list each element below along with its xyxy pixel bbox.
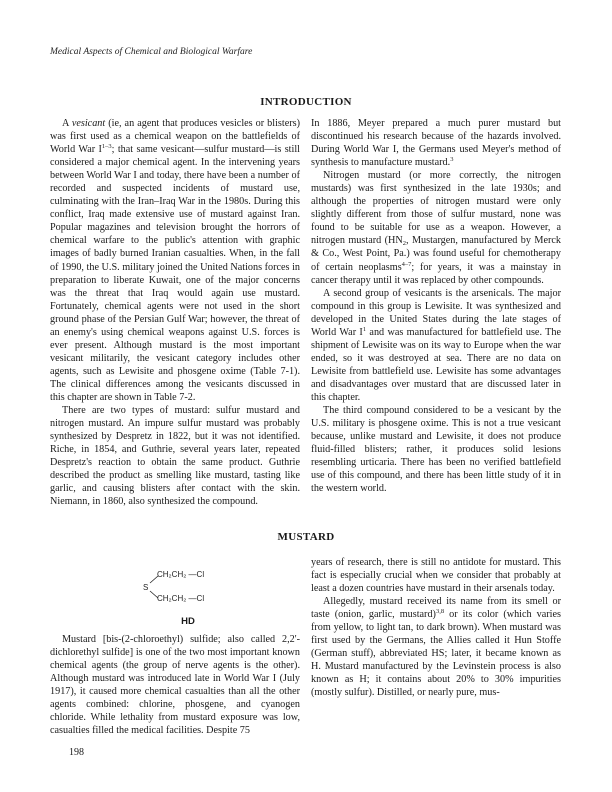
text: , Mustargen, manufactured by Merck & Co., West Point, Pa.) was found useful for chemotherapy of certain neoplasms [311, 235, 561, 273]
citation: 3,8 [435, 608, 445, 616]
intro-right-column [311, 117, 561, 495]
ethyl-chloride-arm-1: CH₂CH₂ —Cl [157, 570, 205, 579]
text: ; that same vesicant—sulfur mustard—is still considered a major chemical agent. In the intervening years between World War I and today, there have been a number of recorded and suspected incidents of mustard use, culminating with the Iran–Iraq War in the 1980s. During this conflict, Iraq made extensive use of mustard against Iran. Popular magazines and television brought the horrors of chemical warfare to the public's attention with graphic images of badly burned Iranian casualties. When, in the fall of 1990, the U.S. military joined the United Nations forces in preparation to liberate Kuwait, one of the major concerns was the threat that Iraq would again use mustard. Fortunately, chemical agents were not used in the short ground phase of the Persian Gulf War; however, the threat of an enemy's using chemical weapons against U.S. forces is ever present. Although mustard is the most important vesicant militarily, the vesicant category includes other agents, such as Lewisite and phosgene oxime (Table 7-1). The clinical differences among the vesicants discussed in this chapter are shown in Table 7-2. [50, 144, 300, 403]
mustard-paragraph-3 [311, 595, 561, 699]
text: and was manufactured for battlefield use. The shipment of Lewisite was on its way to Europe when the war ended, so it was destroyed at sea. There are no data on Lewisite from battlefield use. Lewisite has some advantages and disadvantages over mustard that are discussed later in this chapter. [311, 326, 561, 403]
term-vesicant: vesicant [71, 118, 106, 129]
citation: 3 [450, 156, 454, 164]
text: or its color (which varies from yellow, to light tan, to dark brown). When mustard was first used by the Germans, the Allies called it Hun Stoffe (German stuff), abbreviated HS; later, it became known as H. Mustard manufactured by the Levinstein process is also known as H; it contains about 20% to 30% impurities (mostly sulfur). Distilled, or nearly pure, mus- [311, 609, 561, 699]
intro-paragraph-4 [311, 169, 561, 286]
text: A [62, 118, 72, 129]
citation: 1 [362, 325, 367, 333]
citation: 1–3 [101, 143, 112, 151]
structure-label: HD [181, 616, 195, 627]
intro-left-column [50, 117, 300, 508]
ethyl-chloride-arm-2: CH₂CH₂ —Cl [157, 594, 205, 603]
page-number: 198 [69, 747, 84, 758]
intro-paragraph-2: There are two types of mustard: sulfur mustard and nitrogen mustard. An impure sulfur mustard was probably synthesized by Despretz in 1822, but it was not identified. Riche, in 1854, and Guthrie, several years later, repeated Despretz's reaction to obtain the same product. Guthrie described the product as smelling like mustard, tasting like garlic, and causing blisters after contact with the skin. Niemann, in 1860, also synthesized the compound. [50, 405, 300, 508]
text: (ie, an agent that produces vesicles or blisters) was first used as a chemical weapon on the battlefields of World War I [50, 118, 301, 156]
mustard-right-column [311, 556, 561, 700]
chemical-structure-hd [143, 568, 253, 616]
text: ; for years, it was a mainstay in cancer therapy until it was replaced by other compounds. [311, 261, 561, 286]
mustard-left-column [50, 633, 300, 737]
section-title-introduction: INTRODUCTION [260, 96, 352, 108]
intro-paragraph-1 [50, 117, 300, 404]
intro-paragraph-3 [311, 117, 561, 169]
text: Nitrogen mustard (or more correctly, the nitrogen mustards) was first synthesized in the late 1930s; and although the properties of nitrogen mustard were only slightly different from those of sulfur mustard, none was found to be suitable for use as a weapon. However, a nitrogen mustard (HN [311, 170, 561, 247]
mustard-paragraph-2: years of research, there is still no antidote for mustard. This fact is especially crucial when we consider that probably at least a dozen countries have mustard in their arsenals today. [311, 557, 561, 595]
text: A second group of vesicants is the arsenicals. The major compound in this group is Lewisite. It was synthesized and developed in the United States during the late stages of World War I [311, 287, 561, 338]
section-title-mustard: MUSTARD [277, 531, 335, 543]
text: In 1886, Meyer prepared a much purer mustard but discontinued his research because of the hazards involved. During World War I, the Germans used Meyer's method of synthesis to manufacture mustard. [311, 118, 561, 169]
text: Allegedly, mustard received its name from its smell or taste (onion, garlic, mustard) [311, 596, 561, 621]
running-head: Medical Aspects of Chemical and Biological Warfare [50, 47, 253, 57]
intro-paragraph-6: The third compound considered to be a vesicant by the U.S. military is phosgene oxime. This is not a true vesicant because, unlike mustard and Lewisite, it does not produce fluid-filled blisters; rather, it produces solid lesions resembling urticaria. There has been no verified battlefield use of this compound, and there has been little study of it in the western world. [311, 405, 561, 495]
intro-paragraph-5 [311, 287, 561, 404]
citation: 4–7 [401, 260, 412, 268]
mustard-paragraph-1: Mustard [bis-(2-chloroethyl) sulfide; also called 2,2'-dichlorethyl sulfide] is one of the two most important known chemical agents (the group of nerve agents is the other). Although mustard was introduced late in World War I (July 1917), it caused more chemical casualties than all the other agents combined: chlorine, phosgene, and cyanogen chloride. While lethality from mustard exposure was low, casualties filled the medical facilities. Despite 75 [50, 634, 300, 737]
subscript: 2 [402, 240, 406, 248]
sulfur-atom: S [143, 583, 149, 592]
